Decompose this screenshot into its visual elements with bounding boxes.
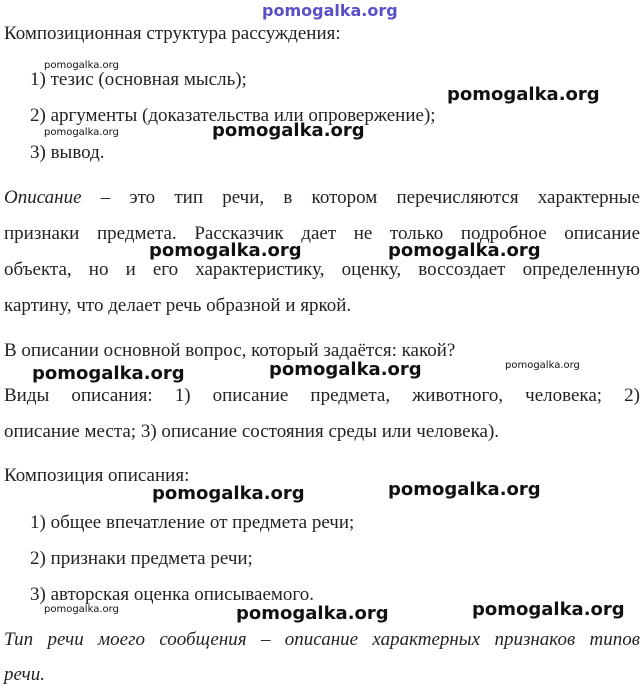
watermark-4: pomogalka.org [388,240,541,261]
watermark-10: pomogalka.org [472,599,625,620]
description-question: В описании основной вопрос, который задаётся: какой? [4,340,456,361]
reasoning-item-2: 2) аргументы (доказательства или опровержение); [30,105,436,126]
conclusion-line-2: речи. [4,664,45,685]
watermark-small-3: pomogalka.org [505,360,580,371]
description-line-2: признаки предмета. Рассказчик дает не только подробное описание [4,223,640,244]
watermark-2: pomogalka.org [212,120,365,141]
watermark-1: pomogalka.org [447,84,600,105]
watermark-8: pomogalka.org [388,479,541,500]
reasoning-item-3: 3) вывод. [30,142,105,163]
reasoning-heading: Композиционная структура рассуждения: [4,23,341,44]
watermark-top: pomogalka.org [262,1,398,20]
composition-heading: Композиция описания: [4,465,190,486]
description-types-line-1: Виды описания: 1) описание предмета, животного, человека; 2) [4,385,640,406]
watermark-3: pomogalka.org [149,240,302,261]
description-line-1: Описание – это тип речи, в котором перечисляются характерные [4,187,640,208]
description-types-line-2: описание места; 3) описание состояния среды или человека). [4,421,500,442]
watermark-7: pomogalka.org [152,483,305,504]
watermark-small-2: pomogalka.org [44,127,119,138]
conclusion-line-1: Тип речи моего сообщения – описание характерных признаков типов [4,629,640,650]
reasoning-item-1: 1) тезис (основная мысль); [30,69,247,90]
watermark-9: pomogalka.org [236,603,389,624]
description-line-4: картину, что делает речь образной и яркой. [4,295,352,316]
watermark-6: pomogalka.org [269,359,422,380]
watermark-small-4: pomogalka.org [44,604,119,615]
description-term: Описание [4,187,82,208]
composition-item-1: 1) общее впечатление от предмета речи; [30,512,355,533]
composition-item-3: 3) авторская оценка описываемого. [30,584,314,605]
watermark-5: pomogalka.org [32,363,185,384]
watermark-small-1: pomogalka.org [44,60,119,71]
description-line-3: объекта, но и его характеристику, оценку, воссоздает определенную [4,259,640,280]
composition-item-2: 2) признаки предмета речи; [30,548,253,569]
